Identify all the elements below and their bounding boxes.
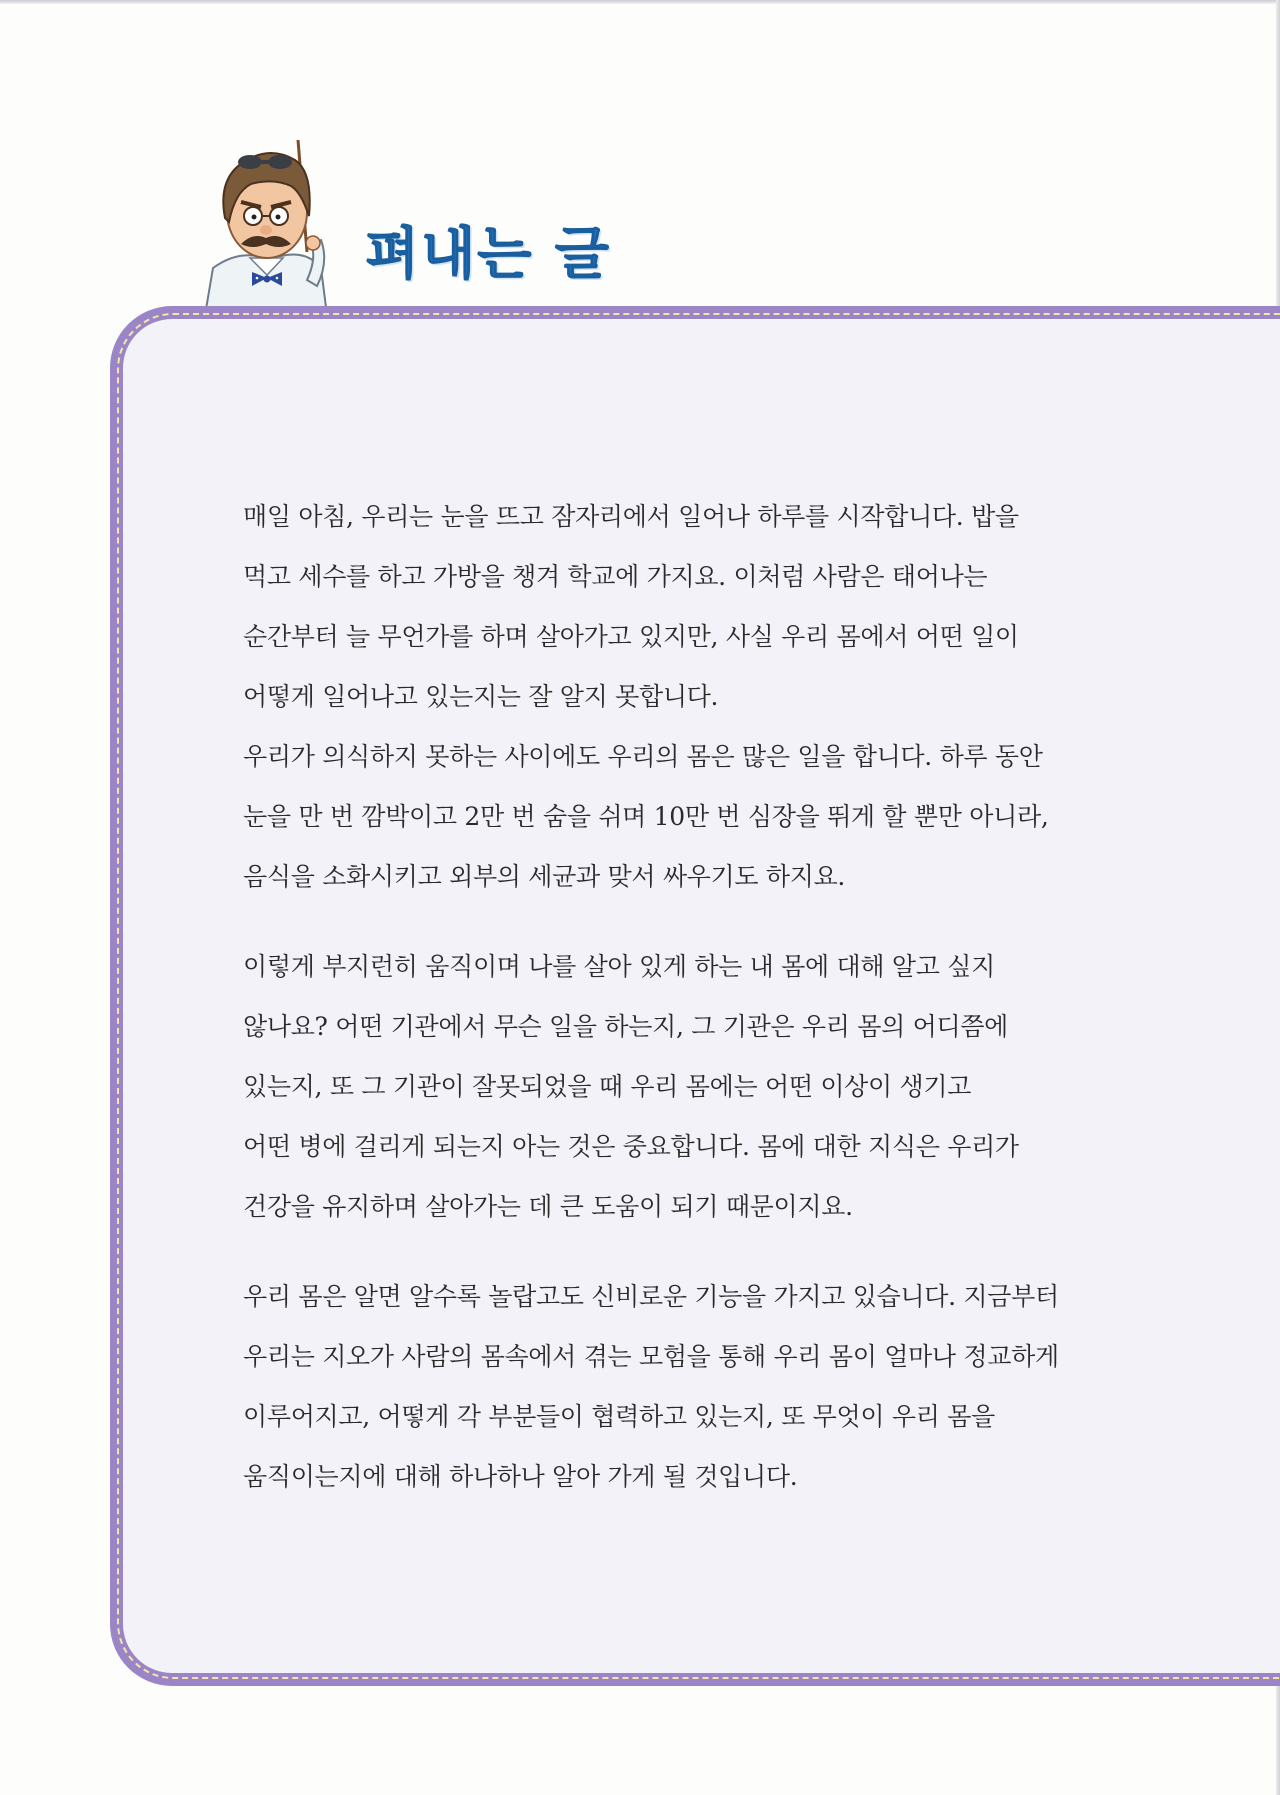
body-text bbox=[243, 487, 1163, 1537]
header bbox=[195, 140, 695, 310]
text-line: 이루어지고, 어떻게 각 부분들이 협력하고 있는지, 또 무엇이 우리 몸을 bbox=[243, 1402, 995, 1431]
text-line: 매일 아침, 우리는 눈을 뜨고 잠자리에서 일어나 하루를 시작합니다. 밥을 bbox=[243, 502, 1019, 531]
text-line: 먹고 세수를 하고 가방을 챙겨 학교에 가지요. 이처럼 사람은 태어나는 bbox=[243, 562, 988, 591]
paragraph-1 bbox=[243, 487, 1163, 907]
text-line: 어떻게 일어나고 있는지는 잘 알지 못합니다. bbox=[243, 682, 719, 711]
page-title: 펴내는 글 bbox=[365, 222, 611, 287]
content-box bbox=[110, 306, 1280, 1686]
text-line: 눈을 만 번 깜박이고 2만 번 숨을 쉬며 10만 번 심장을 뛰게 할 뿐만 아니라, bbox=[243, 802, 1049, 831]
text-line: 순간부터 늘 무언가를 하며 살아가고 있지만, 사실 우리 몸에서 어떤 일이 bbox=[243, 622, 1019, 651]
paragraph-2 bbox=[243, 937, 1163, 1237]
text-line: 움직이는지에 대해 하나하나 알아 가게 될 것입니다. bbox=[243, 1462, 798, 1491]
text-line: 있는지, 또 그 기관이 잘못되었을 때 우리 몸에는 어떤 이상이 생기고 bbox=[243, 1072, 972, 1101]
professor-character-icon bbox=[195, 140, 365, 315]
text-line: 음식을 소화시키고 외부의 세균과 맞서 싸우기도 하지요. bbox=[243, 862, 846, 891]
text-line: 어떤 병에 걸리게 되는지 아는 것은 중요합니다. 몸에 대한 지식은 우리가 bbox=[243, 1132, 1019, 1161]
text-line: 않나요? 어떤 기관에서 무슨 일을 하는지, 그 기관은 우리 몸의 어디쯤에 bbox=[243, 1012, 1009, 1041]
text-line: 건강을 유지하며 살아가는 데 큰 도움이 되기 때문이지요. bbox=[243, 1192, 853, 1221]
text-line: 우리는 지오가 사람의 몸속에서 겪는 모험을 통해 우리 몸이 얼마나 정교하게 bbox=[243, 1342, 1059, 1371]
page-edge-top bbox=[0, 0, 1280, 4]
text-line: 우리가 의식하지 못하는 사이에도 우리의 몸은 많은 일을 합니다. 하루 동안 bbox=[243, 742, 1043, 771]
paragraph-3 bbox=[243, 1267, 1163, 1507]
text-line: 우리 몸은 알면 알수록 놀랍고도 신비로운 기능을 가지고 있습니다. 지금부터 bbox=[243, 1282, 1059, 1311]
text-line: 이렇게 부지런히 움직이며 나를 살아 있게 하는 내 몸에 대해 알고 싶지 bbox=[243, 952, 995, 981]
